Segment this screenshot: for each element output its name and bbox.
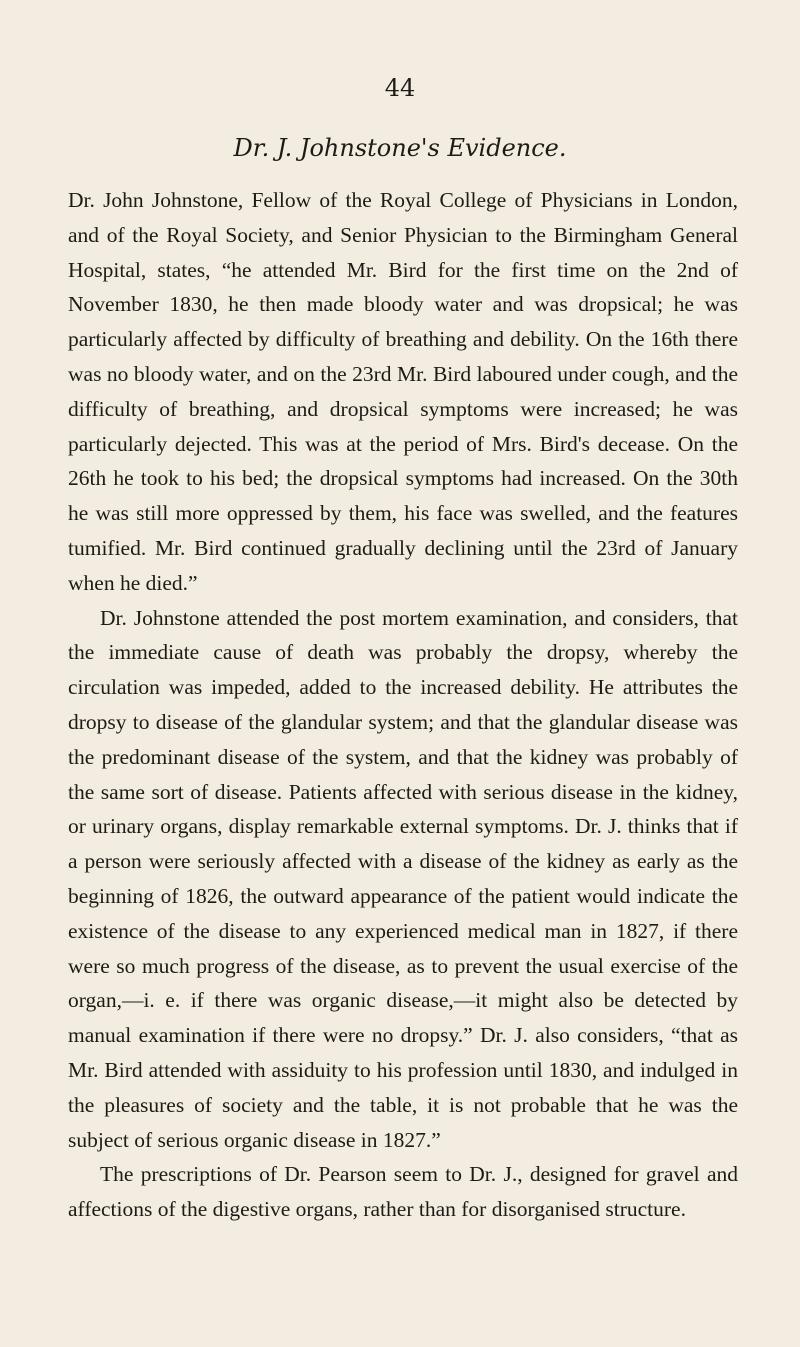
page-number: 44: [384, 74, 416, 102]
paragraph-post-mortem: Dr. Johnstone attended the post mortem examination, and considers, that the immediate cause of death was probably the dropsy, whereby the circulation was impeded, added to the increased debility. He attributes the dropsy to disease of the glandular system; and that the glandular disease was the predominant disease of the system, and that the kidney was probably of the same sort of disease. Patients affected with serious disease in the kidney, or urinary organs, display remarkable external symptoms. Dr. J. thinks that if a person were seriously affected with a disease of the kidney as early as the beginning of 1826, the outward appearance of the patient would indicate the existence of the disease to any experienced medical man in 1827, if there were so much progress of the disease, as to prevent the usual exercise of the organ,—i. e. if there was organic disease,—it might also be detected by manual examination if there were no dropsy.” Dr. J. also considers, “that as Mr. Bird attended with assiduity to his profession until 1830, and indulged in the pleasures of society and the table, it is not probable that he was the subject of serious organic disease in 1827.”: [68, 605, 738, 1152]
paragraph-prescriptions: The prescriptions of Dr. Pearson seem to Dr. J., designed for gravel and affections of the digestive organs, rather than for disorganised structure.: [68, 1162, 738, 1222]
paragraph-testimony: Dr. John Johnstone, Fellow of the Royal College of Physicians in London, and of the Royal Society, and Senior Physician to the Birmingham General Hospital, states, “he attended Mr. Bird for the first time on the 2nd of November 1830, he then made bloody water and was dropsical; he was particularly affected by difficulty of breathing and debility. On the 16th there was no bloody water, and on the 23rd Mr. Bird laboured under cough, and the difficulty of breathing, and dropsical symptoms were increased; he was particularly dejected. This was at the period of Mrs. Bird's decease. On the 26th he took to his bed; the dropsical symptoms had increased. On the 30th he was still more oppressed by them, his face was swelled, and the features tumified. Mr. Bird continued gradually declining until the 23rd of January when he died.”: [68, 188, 738, 595]
body-text: [68, 183, 738, 1227]
section-heading: Dr. J. Johnstone's Evidence.: [233, 134, 567, 162]
